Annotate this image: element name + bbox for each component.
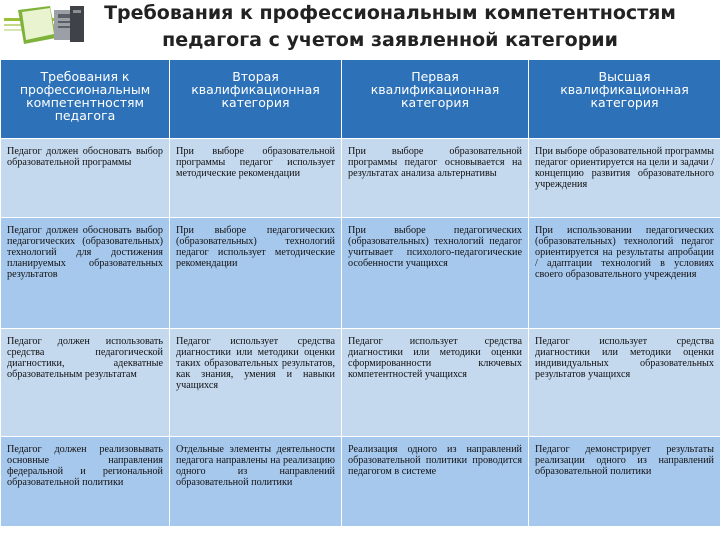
table-header-row — [1, 60, 720, 139]
table-cell: При выборе педагогических (образовательных) технологий педагог использует методические рекомендации — [170, 218, 342, 329]
table-cell: При выборе образовательной программы педагог использует методические рекомендации — [170, 139, 342, 218]
page-title — [70, 0, 710, 56]
column-header-highest-category: Высшая квалификационная категория — [529, 60, 720, 139]
column-header-requirements: Требования к профессиональным компетентностям педагога — [1, 60, 170, 139]
table-cell: Педагог должен обосновать выбор педагогических (образовательных) технологий для достижения планируемых образовательных результатов — [1, 218, 170, 329]
table-cell: Педагог использует средства диагностики или методики оценки индивидуальных образовательных результатов учащихся — [529, 329, 720, 437]
competency-table — [0, 59, 720, 527]
table-cell: При выборе педагогических (образовательных) технологий педагог учитывает психолого-педагогические особенности учащихся — [342, 218, 529, 329]
table-cell: Педагог демонстрирует результаты реализации одного из направлений образовательной политики — [529, 437, 720, 527]
table-cell: Педагог должен обосновать выбор образовательной программы — [1, 139, 170, 218]
page-title-line2: педагога с учетом заявленной категории — [162, 29, 618, 51]
table-row — [1, 329, 720, 437]
table-cell: Педагог должен реализовывать основные направления федеральной и региональной образовательной политики — [1, 437, 170, 527]
column-header-first-category: Первая квалификационная категория — [342, 60, 529, 139]
table-cell: При использовании педагогических (образовательных) технологий педагог ориентируется на результаты апробации / адаптации технологий в условиях своего образовательного учреждения — [529, 218, 720, 329]
table-cell: Педагог использует средства диагностики или методики оценки сформированности ключевых компетентностей учащихся — [342, 329, 529, 437]
table-cell: При выборе образовательной программы педагог ориентируется на цели и задачи / концепцию развития образовательного учреждения — [529, 139, 720, 218]
table-cell: При выборе образовательной программы педагог основывается на результатах анализа альтернативы — [342, 139, 529, 218]
table-row — [1, 139, 720, 218]
table-row — [1, 218, 720, 329]
table-row — [1, 437, 720, 527]
page-title-line1: Требования к профессиональным компетентностям — [104, 2, 676, 24]
column-header-second-category: Вторая квалификационная категория — [170, 60, 342, 139]
table-cell: Педагог использует средства диагностики или методики оценки таких образовательных результатов, как знания, умения и навыки учащихся — [170, 329, 342, 437]
table-cell: Отдельные элементы деятельности педагога направлены на реализацию одного из направлений образовательной политики — [170, 437, 342, 527]
table-cell: Реализация одного из направлений образовательной политики проводится педагогом в системе — [342, 437, 529, 527]
table-cell: Педагог должен использовать средства педагогической диагностики, адекватные образовательным результатам — [1, 329, 170, 437]
slide-header — [0, 0, 720, 58]
